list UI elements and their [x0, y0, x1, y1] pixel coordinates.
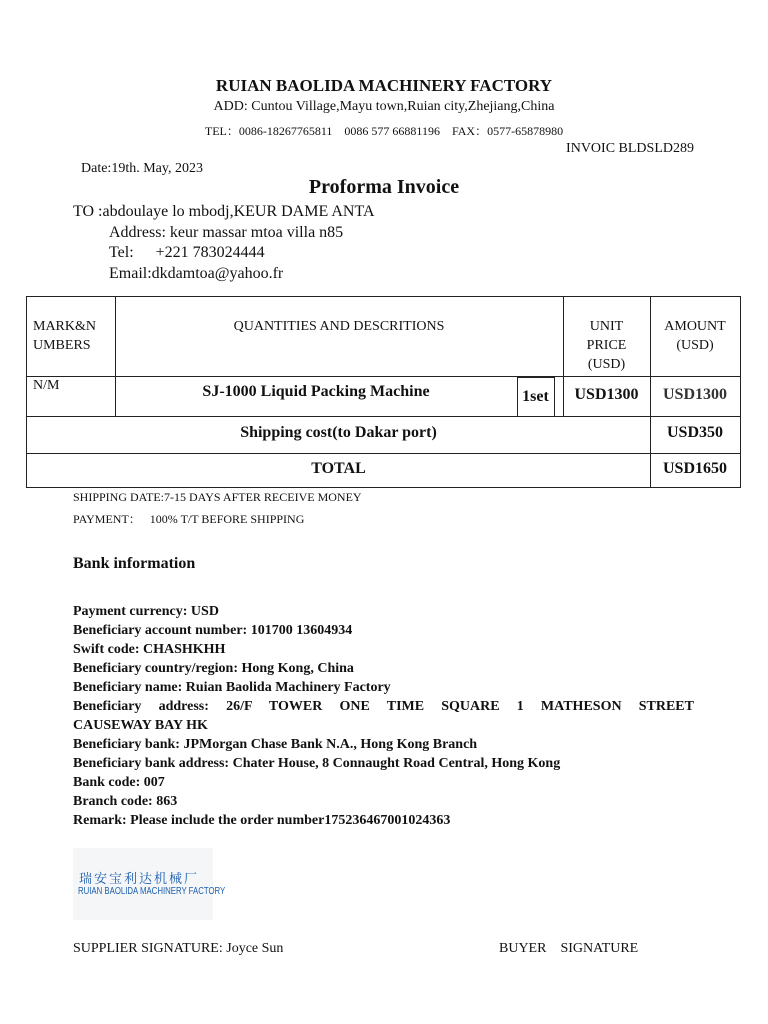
company-contact: TEL：0086-18267765811 0086 577 66881196 FAX：0577-65878980	[204, 124, 564, 138]
beneficiary-country: Beneficiary country/region: Hong Kong, China	[73, 661, 354, 676]
recipient-tel-value: +221 783024444	[155, 244, 265, 261]
bank-code: Bank code: 007	[73, 775, 165, 790]
beneficiary-name: Beneficiary name: Ruian Baolida Machinery Factory	[73, 680, 391, 695]
branch-code: Branch code: 863	[73, 794, 178, 809]
item-unit-price: USD1300	[574, 386, 639, 403]
beneficiary-bank-address: Beneficiary bank address: Chater House, 8 Connaught Road Central, Hong Kong	[73, 756, 561, 771]
shipping-label: Shipping cost(to Dakar port)	[240, 424, 437, 441]
item-description: SJ-1000 Liquid Packing Machine	[202, 383, 430, 400]
invoice-date: Date:19th. May, 2023	[81, 161, 203, 176]
company-name: RUIAN BAOLIDA MACHINERY FACTORY	[215, 76, 553, 95]
bank-info	[73, 602, 694, 830]
recipient-email: Email:dkdamtoa@yahoo.fr	[109, 265, 284, 282]
payment-currency: Payment currency: USD	[73, 604, 219, 619]
account-number: Beneficiary account number: 101700 13604934	[73, 623, 353, 638]
beneficiary-address-line1: Beneficiary address: 26/F TOWER ONE TIME SQUARE 1 MATHESON STREET	[73, 699, 694, 714]
buyer-signature: BUYER SIGNATURE	[499, 941, 639, 956]
unit-price-header: UNIT PRICE (USD)	[586, 319, 627, 372]
logo-english-text: RUIAN BAOLIDA MACHINERY FACTORY	[78, 886, 226, 897]
shipping-amount: USD350	[666, 424, 723, 441]
company-logo	[73, 848, 226, 920]
item-marks: N/M	[33, 378, 60, 393]
total-label: TOTAL	[311, 460, 366, 477]
recipient-tel	[109, 242, 265, 263]
swift-code: Swift code: CHASHKHH	[73, 642, 226, 657]
beneficiary-address-line2: CAUSEWAY BAY HK	[73, 718, 208, 733]
beneficiary-bank: Beneficiary bank: JPMorgan Chase Bank N.A., Hong Kong Branch	[73, 737, 478, 752]
invoice-table	[26, 296, 741, 488]
payment-terms: PAYMENT： 100% T/T BEFORE SHIPPING	[73, 512, 305, 526]
amount-header: AMOUNT (USD)	[664, 319, 726, 353]
recipient-tel-label: Tel:	[109, 244, 134, 261]
remark: Remark: Please include the order number175236467001024363	[73, 813, 451, 828]
description-header: QUANTITIES AND DESCRITIONS	[233, 319, 445, 334]
marks-header: MARK&N UMBERS	[33, 319, 97, 353]
recipient-address: Address: keur massar mtoa villa n85	[109, 224, 344, 241]
item-amount: USD1300	[662, 386, 727, 403]
logo-chinese-text: 瑞安宝利达机械厂	[79, 872, 200, 887]
shipping-date: SHIPPING DATE:7-15 DAYS AFTER RECEIVE MONEY	[73, 490, 362, 504]
total-amount: USD1650	[662, 460, 727, 477]
invoice-number: INVOIC BLDSLD289	[566, 141, 694, 156]
item-quantity: 1set	[522, 388, 549, 405]
supplier-signature: SUPPLIER SIGNATURE: Joyce Sun	[73, 941, 284, 956]
page-title: Proforma Invoice	[308, 176, 460, 198]
bank-info-title: Bank information	[73, 555, 196, 572]
company-address: ADD: Cuntou Village,Mayu town,Ruian city,Zhejiang,China	[213, 99, 555, 114]
recipient-name: TO :abdoulaye lo mbodj,KEUR DAME ANTA	[73, 203, 375, 220]
